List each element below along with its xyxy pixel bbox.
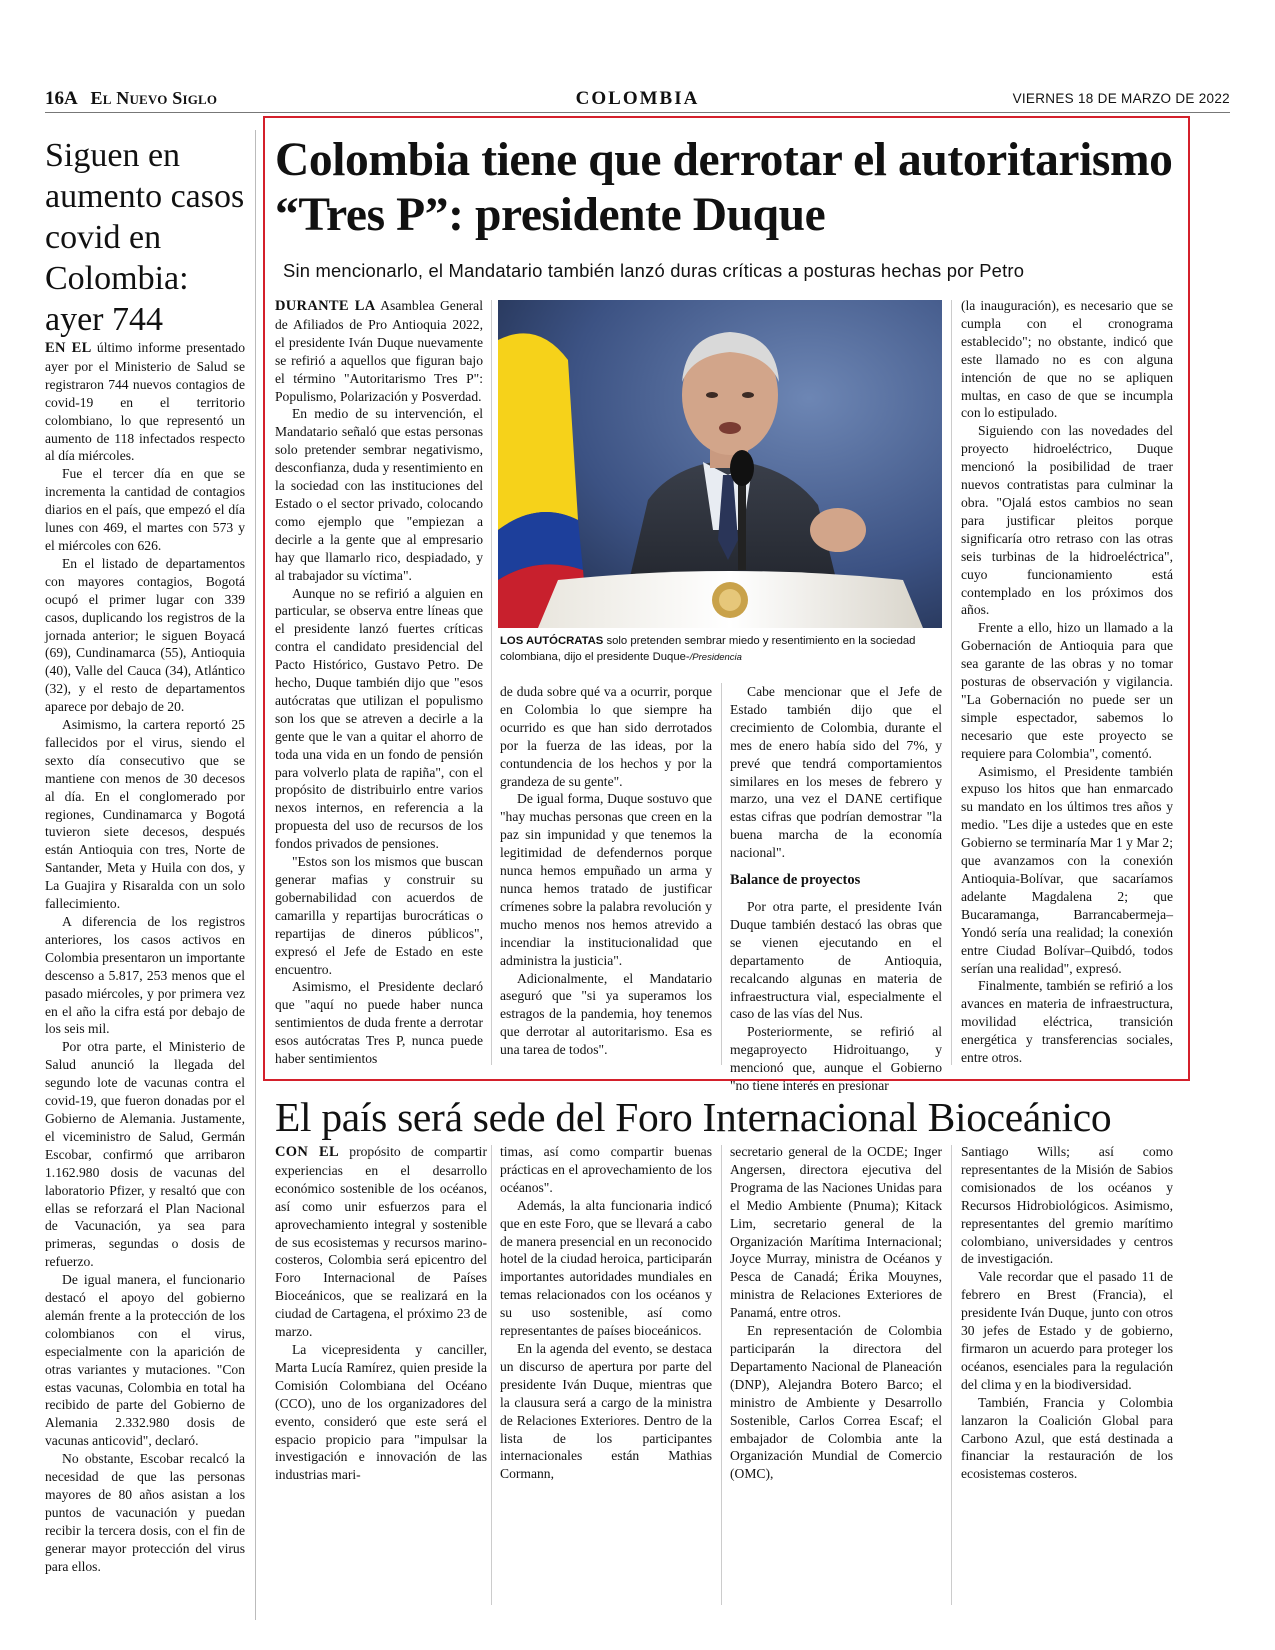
bottom-column-2 xyxy=(500,1143,712,1483)
article-paragraph: Asimismo, el Presidente también expuso los hitos que han enmarcado su mandato en los últimos tres años y medio. "Les dije a ustedes que en este Gobierno se terminaría Mar 1 y Mar 2; que avanzamos con la conexión Antioquia-Bolívar, que sacaríamos adelante Magdalena 2; que Bucaramanga, Barrancabermeja–Yondó sería una realidad; la conexión entre Ciudad Bolívar–Quibdó, todos serían una realidad", expresó. xyxy=(961,763,1173,976)
article-paragraph: De igual forma, Duque sostuvo que "hay muchas personas que creen en la paz sin impunidad y que tenemos la legitimidad de defendernos porque nunca hemos empuñado un arma y nunca hemos tratado de justificar crímenes sobre la palabra revolución y mucho menos nos hemos atrevido a incendiar la institucionalidad que administra la justicia". xyxy=(500,791,712,968)
newspaper-name: El Nuevo Siglo xyxy=(90,88,218,108)
article-paragraph: Por otra parte, el presidente Iván Duque también destacó las obras que se vienen ejecutando en el departamento de Antioquia, recalcando algunas en materia de infraestructura vial, especialmente el caso de las vías del Nus. xyxy=(730,898,942,1022)
column-divider xyxy=(951,300,952,1065)
main-column-1 xyxy=(275,297,483,1068)
sidebar-paragraph: A diferencia de los registros anteriores, los casos activos en Colombia presentaron un importante descenso a 5.817, 253 menos que el pasado miércoles, y por primera vez en el año la cifra está por debajo de los seis mil. xyxy=(45,914,245,1037)
article-paragraph: Aunque no se refirió a alguien en particular, se observa entre líneas que el presidente lanzó fuertes críticas contra el candidato presidencial del Pacto Histórico, Gustavo Petro. De hecho, Duque también dijo que "esos autócratas que utilizan el populismo son los que se atreven a decirle a la gente que le van a quitar el ahorro de toda una vida en un fondo de pensión para volverlo plata de rapiña", con el propósito de distribuirlo entre varios nexos internos, en referencia a la propuesta del uso de recursos de los fondos privados de pensiones. xyxy=(275,585,483,852)
article-paragraph: secretario general de la OCDE; Inger Angersen, directora ejecutiva del Programa de las Naciones Unidas para el Medio Ambiente (Pnuma); Kitack Lim, secretario general de la Organización Marítima Internacional; Joyce Murray, ministra de Océanos y Pesca de Canadá; Érika Mouynes, ministra de Relaciones Exteriores de Panamá, entre otros. xyxy=(730,1144,942,1321)
article-paragraph: Frente a ello, hizo un llamado a la Gobernación de Antioquia para que sea garante de las obras y no tomar posturas de observación y vigilancia. "La Gobernación no puede ser un simple espectador, sabemos lo necesario que este proyecto se requiere para Colombia", comentó. xyxy=(961,620,1173,761)
article-paragraph: Posteriormente, se refirió al megaproyecto Hidroituango, y mencionó que, aunque el Gobierno "no tiene interés en presionar xyxy=(730,1024,942,1094)
main-column-2 xyxy=(500,683,712,1059)
caption-lead: LOS AUTÓCRATAS xyxy=(500,635,604,647)
page-number: 16A xyxy=(45,88,78,109)
column-divider xyxy=(951,1145,952,1605)
article-paragraph: Finalmente, también se refirió a los avances en materia de infraestructura, movilidad eléctrica, transición energética y transferencias sociales, entre otros. xyxy=(961,978,1173,1066)
sidebar-paragraph: En el listado de departamentos con mayores contagios, Bogotá ocupó el primer lugar con 339 casos, duplicando los registros de la jornada anterior; le siguen Boyacá (69), Cundinamarca (55), Antioquia (40), Valle del Cauca (34), Atlántico (32), y el resto de departamentos aparece por debajo de 20. xyxy=(45,555,245,715)
column-divider xyxy=(721,683,722,1065)
sidebar-paragraph: De igual manera, el funcionario destacó el apoyo del gobierno alemán frente a la protección de los colombianos con el virus, especialmente con la aparición de otras variantes y mutaciones. "Con estas vacunas, Colombia en total ha recibido de parte del Gobierno de Alemania 2.332.980 dosis de vacunas anticovid", declaró. xyxy=(45,1272,245,1449)
article-paragraph: Además, la alta funcionaria indicó que en este Foro, que se llevará a cabo de manera presencial en un reconocido hotel de la ciudad heroica, participarán importantes autoridades mundiales en temas relacionados con los océanos y su uso sostenible, así como representantes de países bioceánicos. xyxy=(500,1197,712,1339)
article-paragraph: CON EL propósito de compartir experiencias en el desarrollo económico sostenible de los océanos, así como unir esfuerzos para el aprovechamiento integral y sostenible de sus ecosistemas y recursos marino-costeros, Colombia será epicentro del Foro Internacional de Países Bioceánicos, que se realizará en la ciudad de Cartagena, el próximo 23 de marzo. xyxy=(275,1144,487,1340)
column-divider xyxy=(721,1145,722,1605)
sidebar-lead: EN EL xyxy=(45,340,92,356)
article-paragraph: Asimismo, el Presidente declaró que "aquí no puede haber nunca sentimientos de duda frente a derrotar esos autócratas Tres P, nunca puede haber sentimientos xyxy=(275,979,483,1067)
article-paragraph: (la inauguración), es necesario que se cumpla con el cronograma establecido"; no obstante, indicó que este llamado no es con alguna intención de que no se apliquen multas, en caso de que se incumpla con lo estipulado. xyxy=(961,298,1173,421)
article-paragraph: "Estos son los mismos que buscan generar mafias y construir su gobernabilidad con acuerdos de camarilla y repartijas burocráticas o repartijas de dineros públicos", expresó el Jefe de Estado en este encuentro. xyxy=(275,854,483,977)
main-column-3 xyxy=(730,683,942,1095)
bottom-column-3 xyxy=(730,1143,942,1483)
main-column-4 xyxy=(961,297,1173,1067)
column-divider xyxy=(491,1145,492,1605)
main-subheadline: Sin mencionarlo, el Mandatario también lanzó duras críticas a posturas hechas por Petro xyxy=(283,260,1025,281)
photo-illustration xyxy=(498,300,942,628)
article-paragraph: La vicepresidenta y canciller, Marta Lucía Ramírez, quien preside la Comisión Colombiana del Océano (CCO), uno de los organizadores del evento, consideró que este será el espacio propicio para "impulsar la investigación e innovación de las industrias mari- xyxy=(275,1341,487,1483)
sidebar-headline: Siguen en aumento casos covid en Colombia: ayer 744 xyxy=(45,137,245,338)
issue-date: VIERNES 18 DE MARZO DE 2022 xyxy=(1012,91,1230,106)
section-name: COLOMBIA xyxy=(575,88,700,109)
duque-photo xyxy=(498,300,942,628)
main-headline: Colombia tiene que derrotar el autoritarismo “Tres P”: presidente Duque xyxy=(275,134,1173,241)
article-paragraph: Adicionalmente, el Mandatario aseguró que "si ya superamos los estragos de la pandemia, hoy tenemos que derrotar al autoritarismo. Esa es una tarea de todos". xyxy=(500,970,712,1058)
article-paragraph: de duda sobre qué va a ocurrir, porque en Colombia lo que siempre ha ocurrido es que han sido derrotados por la fuerza de las ideas, por la contundencia de los hechos y por la grandeza de su gente". xyxy=(500,684,712,789)
article-paragraph: En representación de Colombia participarán la directora del Departamento Nacional de Planeación (DNP), Alejandra Botero Barco; el ministro de Ambiente y Desarrollo Sostenible, Carlos Correa Escaf; el embajador de Colombia ante la Organización Mundial de Comercio (OMC), xyxy=(730,1323,942,1482)
header-rule xyxy=(45,112,1230,113)
sidebar-paragraph: No obstante, Escobar recalcó la necesidad de que las personas mayores de 80 años asistan a los puntos de vacunación y puedan recibir la tercera dosis, con el fin de generar mayor protección del virus para ellos. xyxy=(45,1451,245,1574)
sidebar-paragraph: Asimismo, la cartera reportó 25 fallecidos por el virus, siendo el sexto día consecutivo que se mantiene con menos de 30 decesos al día. En el conglomerado por regiones, Cundinamarca y Bogotá tuvieron siete decesos, después están Antioquia con tres, Norte de Santander, Meta y Huila con dos, y La Guajira y Risaralda con un solo fallecimiento. xyxy=(45,717,245,912)
article-paragraph: También, Francia y Colombia lanzaron la Coalición Global para Carbono Azul, que está destinada a financiar la restauración de los ecosistemas costeros. xyxy=(961,1394,1173,1482)
article-paragraph: DURANTE LA Asamblea General de Afiliados de Pro Antioquia 2022, el presidente Iván Duque nuevamente se refirió a aquellos que figuran bajo el término "Autoritarismo Tres P": Populismo, Polarización y Posverdad. xyxy=(275,298,483,404)
caption-text: solo pretenden sembrar miedo y resentimiento en la sociedad colombiana, dijo el presidente Duque- xyxy=(500,635,916,663)
sidebar-paragraph: Fue el tercer día en que se incrementa la cantidad de contagios diarios en el país, que empezó el día lunes con 469, el martes con 573 y el miércoles con 626. xyxy=(45,466,245,553)
article-paragraph: Siguiendo con las novedades del proyecto hidroeléctrico, Duque mencionó la posibilidad de traer nuevos contratistas para culminar la obra. "Ojalá estos cambios no sean para justificar pleitos porque significaría otro retraso con las otras seis turbinas de la hidroeléctrica", cuyo funcionamiento está contemplado en los próximos dos años. xyxy=(961,423,1173,618)
bottom-lead: CON EL xyxy=(275,1144,339,1160)
article-paragraph: Cabe mencionar que el Jefe de Estado también dijo que el crecimiento de Colombia, durante el mes de enero había sido del 7%, y prevé que tendrá comportamientos similares en los meses de febrero y marzo, una vez el DANE certifique estas cifras que podrían demostrar "la buena marcha de la economía nacional". xyxy=(730,684,942,861)
caption-credit: /Presidencia xyxy=(689,651,742,663)
article-paragraph: Santiago Wills; así como representantes de la Misión de Sabios comisionados de los océanos y Recursos Hidrobiológicos. Asimismo, representantes del gremio marítimo colombiano, universidades y centros de investigación. xyxy=(961,1144,1173,1267)
photo-caption xyxy=(500,634,940,665)
bottom-headline: El país será sede del Foro Internacional Bioceánico xyxy=(275,1094,1112,1140)
bottom-column-1 xyxy=(275,1143,487,1484)
article-paragraph: timas, así como compartir buenas prácticas en el aprovechamiento de los océanos". xyxy=(500,1144,712,1195)
sidebar-paragraph: EN EL último informe presentado ayer por el Ministerio de Salud se registraron 744 nuevos contagios de covid-19 en el territorio colombiano, lo que representó un aumento de 118 infectados respecto al día miércoles. xyxy=(45,340,245,464)
sidebar-divider xyxy=(255,130,256,1620)
sidebar-body xyxy=(45,339,245,1576)
main-lead: DURANTE LA xyxy=(275,298,376,314)
section-subhead: Balance de proyectos xyxy=(730,872,861,889)
article-paragraph: En la agenda del evento, se destaca un discurso de apertura por parte del presidente Iván Duque, mientras que la clausura será a cargo de la ministra de Relaciones Exteriores. Dentro de la lista de los participantes internacionales están Mathias Cormann, xyxy=(500,1340,712,1482)
bottom-column-4 xyxy=(961,1143,1173,1483)
sidebar-paragraph: Por otra parte, el Ministerio de Salud anunció la llegada del segundo lote de vacunas contra el covid-19, que fueron donadas por el Gobierno de Alemania. Justamente, el viceministro de Salud, Germán Escobar, confirmó que arribaron 1.162.980 dosis de vacunas del laboratorio Pfizer, y resaltó que con ellas se reforzará el Plan Nacional de Vacunación, ya sea para primeras, segundas o dosis de refuerzo. xyxy=(45,1039,245,1270)
article-paragraph: En medio de su intervención, el Mandatario señaló que estas personas solo pretender sembrar negativismo, desconfianza, duda y resentimiento en la sociedad con las instituciones del Estado o el sector privado, colocando como ejemplo que "empiezan a decirle a la gente que al empresario hay que llamarlo rico, despiadado, y al trabajador su víctima". xyxy=(275,406,483,583)
column-divider xyxy=(491,300,492,1065)
article-paragraph: Vale recordar que el pasado 11 de febrero en Brest (Francia), el presidente Iván Duque, junto con otros 30 jefes de Estado y de gobierno, firmaron un acuerdo para proteger los océanos, esenciales para la regulación del clima y en la biodiversidad. xyxy=(961,1269,1173,1392)
